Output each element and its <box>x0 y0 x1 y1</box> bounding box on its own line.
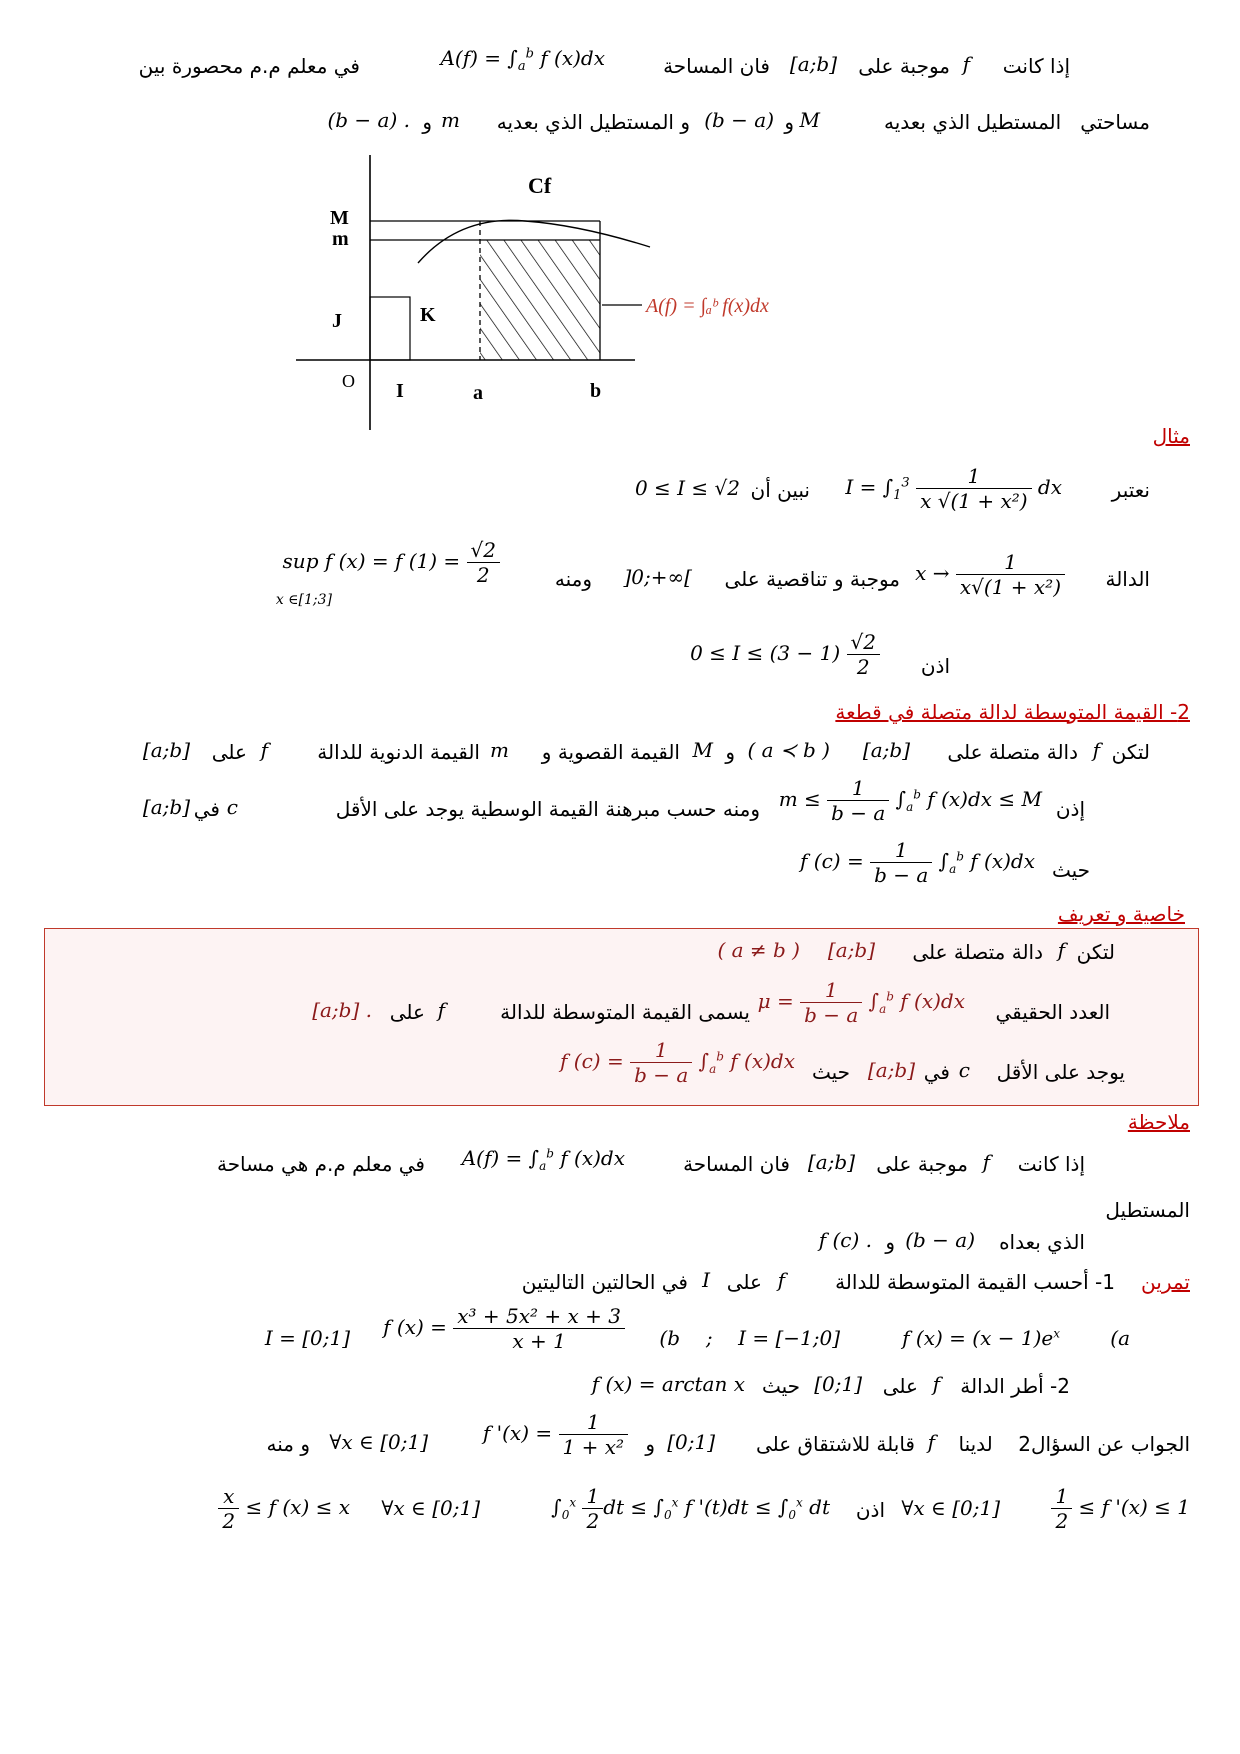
label-O: O <box>342 371 355 391</box>
hatched-region <box>480 240 600 360</box>
var-f: f <box>962 52 970 76</box>
label-J: J <box>332 310 342 332</box>
note-heading: ملاحظة <box>1127 1110 1190 1134</box>
label-m: m <box>332 228 349 250</box>
label-a: a <box>473 382 483 404</box>
area-figure <box>290 155 890 430</box>
area-formula: $A(f) = \int_a^b$ f (x)dx <box>440 46 605 74</box>
label-b: b <box>590 380 602 402</box>
area-annotation: A(f) = ∫ₐᵇ f(x)dx <box>646 295 769 317</box>
note-line-2: المستطيل <box>1105 1198 1190 1222</box>
unit-square <box>370 297 410 360</box>
label-M: M <box>330 207 349 229</box>
property-heading: خاصية و تعريف <box>1057 902 1185 926</box>
label-I: I <box>396 380 404 402</box>
example-heading: مثال <box>1152 424 1190 448</box>
label-K: K <box>420 304 436 326</box>
label-cf: Cf <box>528 173 552 198</box>
exercise-heading: تمرين <box>1141 1270 1190 1294</box>
section2-heading: 2- القيمة المتوسطة لدالة متصلة في قطعة <box>835 700 1190 724</box>
